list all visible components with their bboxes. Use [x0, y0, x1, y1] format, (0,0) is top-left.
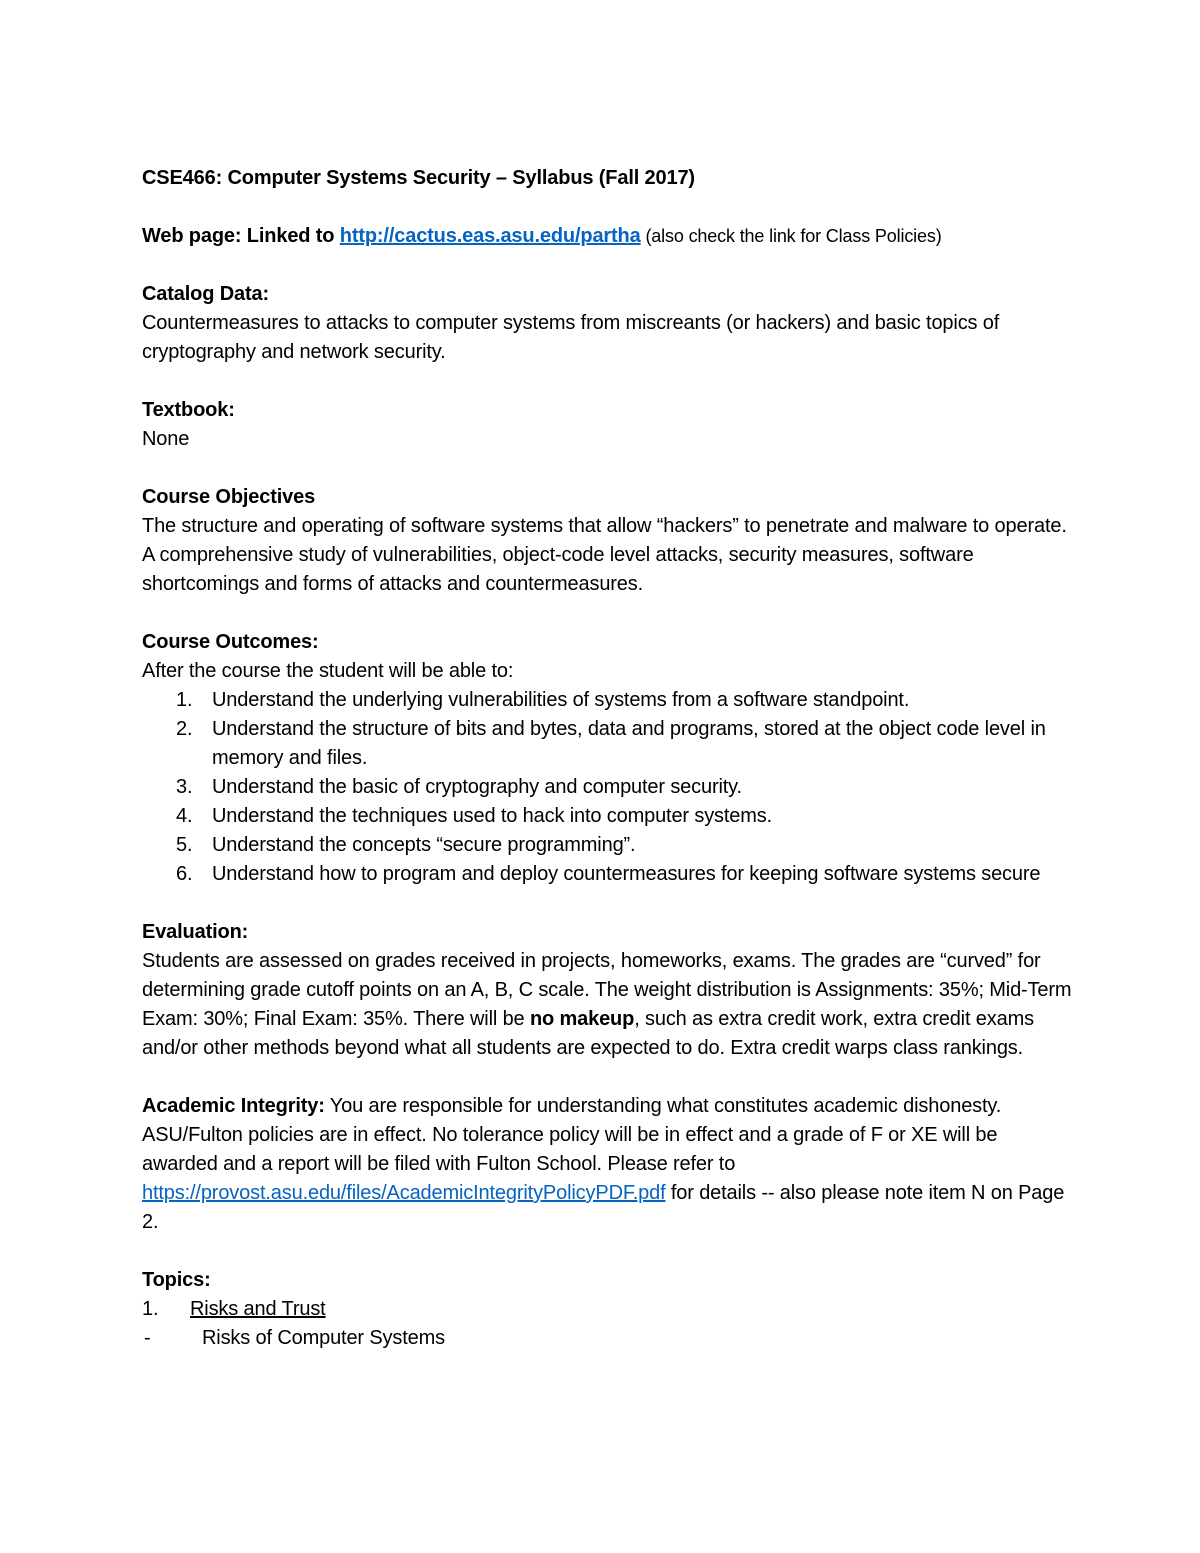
subtopic-text: Risks of Computer Systems — [202, 1327, 445, 1349]
list-item — [142, 860, 1072, 889]
list-item-text: Understand the concepts “secure programming”. — [212, 834, 636, 856]
list-item-number: 3. — [176, 776, 193, 798]
syllabus-page — [142, 164, 1072, 1353]
list-item-text: Understand the basic of cryptography and computer security. — [212, 776, 742, 798]
catalog-text: Countermeasures to attacks to computer systems from miscreants (or hackers) and basic topics of cryptography and network security. — [142, 312, 1000, 363]
list-item — [142, 686, 1072, 715]
list-item-number: 4. — [176, 805, 193, 827]
evaluation-heading: Evaluation: — [142, 921, 249, 943]
web-page-label: Web page: Linked to — [142, 225, 340, 247]
list-item-text: Understand the techniques used to hack into computer systems. — [212, 805, 773, 827]
outcomes-intro: After the course the student will be able to: — [142, 660, 514, 682]
subtopic-item — [142, 1324, 1072, 1353]
list-item — [142, 831, 1072, 860]
list-item-number: 6. — [176, 863, 193, 885]
list-item-text: Understand the underlying vulnerabilities of systems from a software standpoint. — [212, 689, 910, 711]
list-item-text: Understand the structure of bits and bytes, data and programs, stored at the object code level in memory and files. — [212, 718, 1046, 769]
list-item-text: Understand how to program and deploy countermeasures for keeping software systems secure — [212, 863, 1041, 885]
web-page-line — [142, 222, 1072, 251]
integrity-text-part: for details -- also please note item N on Page 2. — [142, 1182, 1065, 1233]
catalog-heading: Catalog Data: — [142, 283, 269, 305]
objectives-text: The structure and operating of software systems that allow “hackers” to penetrate and malware to operate. A comprehensive study of vulnerabilities, object-code level attacks, security measures, software shortcomings and forms of attacks and countermeasures. — [142, 515, 1067, 595]
integrity-text-part: You are responsible for understanding what constitutes academic dishonesty. ASU/Fulton policies are in effect. No tolerance policy will be in effect and a grade of F or XE will be awarded and a report will be filed with Fulton School. Please refer to — [142, 1095, 1002, 1175]
evaluation-text-part: Students are assessed on grades received in projects, homeworks, exams. The grades are “curved” for determining grade cutoff points on an A, B, C scale. The weight distribution is Assignments: 35%; Mid-Term Exam: 30%; Final Exam: 35%. There will be — [142, 950, 1072, 1030]
list-item-number: 5. — [176, 834, 193, 856]
list-item-number: 1. — [176, 689, 193, 711]
topic-title: Risks and Trust — [190, 1298, 326, 1320]
outcomes-heading: Course Outcomes: — [142, 631, 319, 653]
objectives-heading: Course Objectives — [142, 486, 316, 508]
page-title: CSE466: Computer Systems Security – Syllabus (Fall 2017) — [142, 167, 695, 189]
course-web-link[interactable]: http://cactus.eas.asu.edu/partha — [339, 225, 641, 247]
textbook-text: None — [142, 428, 190, 450]
integrity-paragraph — [142, 1092, 1072, 1237]
list-item — [142, 715, 1072, 773]
no-makeup-emphasis: no makeup — [529, 1008, 635, 1030]
evaluation-text-part: , such as extra credit work, extra credit exams and/or other methods beyond what all students are expected to do. Extra credit warps class rankings. — [142, 1008, 1034, 1059]
list-item — [142, 773, 1072, 802]
topic-number: 1. — [142, 1298, 159, 1320]
topic-item — [142, 1295, 1072, 1324]
dash-bullet: - — [144, 1327, 151, 1349]
web-page-note: (also check the link for Class Policies) — [640, 226, 942, 246]
evaluation-text — [142, 947, 1072, 1063]
outcomes-list — [142, 686, 1072, 889]
list-item-number: 2. — [176, 718, 193, 740]
integrity-heading: Academic Integrity: — [142, 1095, 325, 1117]
textbook-heading: Textbook: — [142, 399, 235, 421]
integrity-policy-link[interactable]: https://provost.asu.edu/files/AcademicIntegrityPolicyPDF.pdf — [142, 1182, 666, 1204]
topics-heading: Topics: — [142, 1269, 211, 1291]
list-item — [142, 802, 1072, 831]
